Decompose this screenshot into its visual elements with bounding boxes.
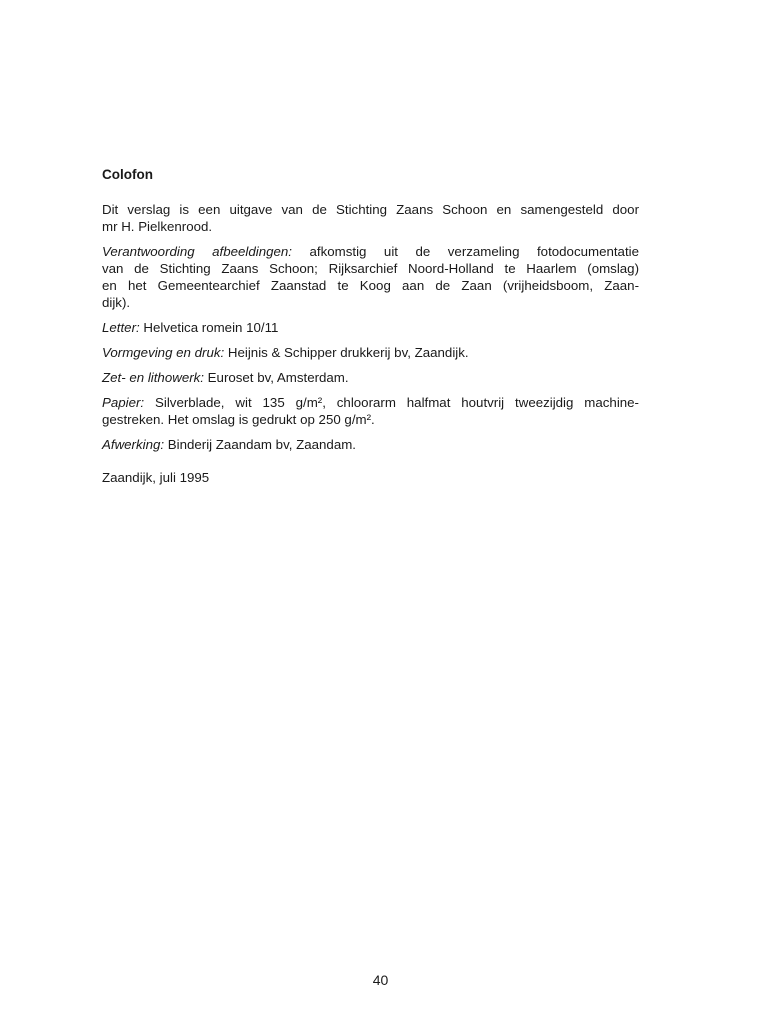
colophon-heading: Colofon	[102, 167, 153, 182]
finishing-label: Afwerking:	[102, 437, 165, 452]
illustrations-line-2: van de Stichting Zaans Schoon; Rijksarchief Noord-Holland te Haarlem (omslag)	[102, 261, 639, 276]
paper-line-2: gestreken. Het omslag is gedrukt op 250 g/m².	[102, 412, 375, 427]
page-number: 40	[372, 972, 389, 988]
illustrations-label: Verantwoording afbeeldingen:	[102, 244, 293, 259]
paper-line-1	[102, 394, 639, 411]
illustrations-line-1	[102, 243, 639, 260]
design-paragraph	[102, 344, 639, 361]
lithowork-label: Zet- en lithowerk:	[102, 370, 204, 385]
lithowork-paragraph	[102, 369, 639, 386]
illustrations-text-1: afkomstig uit de verzameling fotodocumentatie	[292, 244, 639, 259]
letter-value: Helvetica romein 10/11	[139, 320, 279, 335]
intro-paragraph	[102, 201, 639, 235]
letter-label: Letter:	[102, 320, 140, 335]
lithowork-value: Euroset bv, Amsterdam.	[203, 370, 349, 385]
publication-date: Zaandijk, juli 1995	[102, 470, 210, 485]
paper-text-1: Silverblade, wit 135 g/m², chloorarm halfmat houtvrij tweezijdig machine-	[144, 395, 639, 410]
paper-paragraph	[102, 394, 639, 428]
design-label: Vormgeving en druk:	[102, 345, 225, 360]
colophon-block	[102, 166, 639, 494]
intro-line-2: mr H. Pielkenrood.	[102, 219, 213, 234]
illustrations-line-3: en het Gemeentearchief Zaanstad te Koog aan de Zaan (vrijheidsboom, Zaan-	[102, 278, 639, 293]
letter-paragraph	[102, 319, 639, 336]
illustrations-paragraph	[102, 243, 639, 311]
finishing-paragraph	[102, 436, 639, 453]
illustrations-line-4: dijk).	[102, 295, 131, 310]
design-value: Heijnis & Schipper drukkerij bv, Zaandijk.	[224, 345, 469, 360]
intro-line-1: Dit verslag is een uitgave van de Stichting Zaans Schoon en samengesteld door	[102, 202, 639, 217]
finishing-value: Binderij Zaandam bv, Zaandam.	[164, 437, 356, 452]
paper-label: Papier:	[102, 395, 145, 410]
